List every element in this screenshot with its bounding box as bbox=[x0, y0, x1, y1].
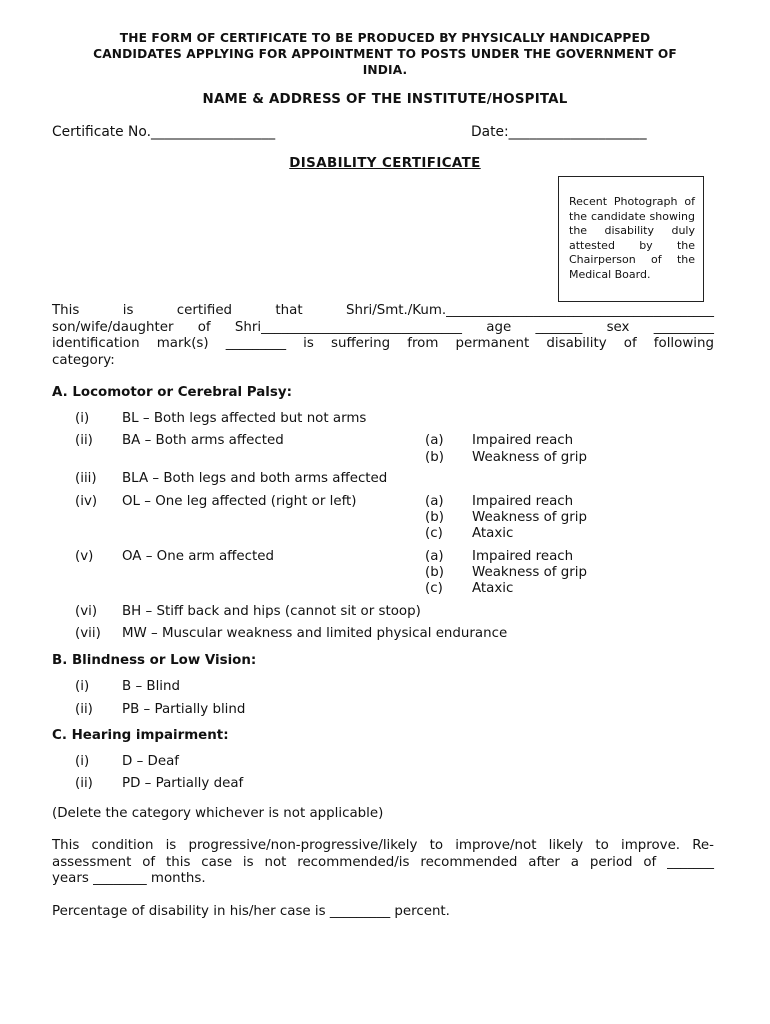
section-a-heading: A. Locomotor or Cerebral Palsy: bbox=[52, 385, 292, 400]
sub-item: Ataxic bbox=[472, 581, 514, 596]
list-item-number: (vi) bbox=[75, 604, 98, 619]
sub-item-letter: (a) bbox=[425, 549, 444, 564]
form-title-line-3: INDIA. bbox=[362, 63, 408, 77]
sub-item: Ataxic bbox=[472, 526, 514, 541]
institute-heading: NAME & ADDRESS OF THE INSTITUTE/HOSPITAL bbox=[202, 92, 568, 107]
list-item-number: (i) bbox=[75, 411, 90, 426]
sub-item-letter: (b) bbox=[425, 450, 444, 465]
list-item: OA – One arm affected bbox=[122, 549, 274, 564]
form-title-line-1: THE FORM OF CERTIFICATE TO BE PRODUCED BY PHYSICALLY HANDICAPPED bbox=[119, 31, 651, 45]
certify-line-1: This is certified that Shri/Smt./Kum.________________________________________ bbox=[52, 303, 714, 318]
condition-line-2: assessment of this case is not recommended/is recommended after a period of _______ bbox=[52, 854, 714, 870]
condition-line-3: years ________ months. bbox=[52, 871, 206, 886]
certificate-number-field: Certificate No.__________________ bbox=[52, 124, 276, 140]
list-item: OL – One leg affected (right or left) bbox=[122, 494, 357, 509]
section-b-heading: B. Blindness or Low Vision: bbox=[52, 653, 257, 668]
list-item: BLA – Both legs and both arms affected bbox=[122, 471, 388, 486]
certify-line-2: son/wife/daughter of Shri______________________________ age _______ sex _________ bbox=[52, 319, 714, 335]
date-field: Date:____________________ bbox=[471, 124, 647, 140]
sub-item: Impaired reach bbox=[472, 549, 574, 564]
list-item: D – Deaf bbox=[122, 754, 179, 769]
sub-item: Weakness of grip bbox=[472, 565, 587, 580]
sub-item: Weakness of grip bbox=[472, 510, 587, 525]
sub-item: Impaired reach bbox=[472, 433, 574, 448]
form-title-line-2: CANDIDATES APPLYING FOR APPOINTMENT TO POSTS UNDER THE GOVERNMENT OF bbox=[93, 47, 677, 61]
list-item: B – Blind bbox=[122, 679, 181, 694]
certify-line-4: category: bbox=[52, 352, 115, 368]
percentage-of-disability: Percentage of disability in his/her case is _________ percent. bbox=[52, 904, 450, 919]
list-item-number: (ii) bbox=[75, 776, 93, 791]
list-item: MW – Muscular weakness and limited physical endurance bbox=[122, 626, 508, 641]
list-item: BL – Both legs affected but not arms bbox=[122, 411, 367, 426]
photograph-instructions: Recent Photograph of the candidate showing the disability duly attested by the Chairperson of the Medical Board. bbox=[569, 195, 695, 281]
sub-item-letter: (a) bbox=[425, 494, 444, 509]
list-item-number: (vii) bbox=[75, 626, 101, 641]
sub-item-letter: (c) bbox=[425, 526, 443, 541]
condition-line-1: This condition is progressive/non-progressive/likely to improve/not likely to improve. Re- bbox=[52, 838, 714, 853]
list-item-number: (iii) bbox=[75, 471, 97, 486]
list-item-number: (iv) bbox=[75, 494, 98, 509]
list-item-number: (i) bbox=[75, 679, 90, 694]
delete-category-note: (Delete the category whichever is not applicable) bbox=[52, 806, 384, 821]
list-item-number: (ii) bbox=[75, 702, 93, 717]
section-c-heading: C. Hearing impairment: bbox=[52, 728, 229, 743]
sub-item-letter: (a) bbox=[425, 433, 444, 448]
sub-item-letter: (c) bbox=[425, 581, 443, 596]
list-item: PD – Partially deaf bbox=[122, 776, 244, 791]
certify-line-3: identification mark(s) _________ is suffering from permanent disability of following bbox=[52, 336, 714, 351]
list-item: PB – Partially blind bbox=[122, 702, 246, 717]
sub-item-letter: (b) bbox=[425, 510, 444, 525]
sub-item-letter: (b) bbox=[425, 565, 444, 580]
list-item: BH – Stiff back and hips (cannot sit or stoop) bbox=[122, 604, 421, 619]
sub-item: Impaired reach bbox=[472, 494, 574, 509]
photograph-box bbox=[558, 176, 704, 302]
list-item: BA – Both arms affected bbox=[122, 433, 284, 448]
list-item-number: (ii) bbox=[75, 433, 93, 448]
sub-item: Weakness of grip bbox=[472, 450, 587, 465]
list-item-number: (i) bbox=[75, 754, 90, 769]
list-item-number: (v) bbox=[75, 549, 94, 564]
document-title: DISABILITY CERTIFICATE bbox=[289, 156, 481, 171]
